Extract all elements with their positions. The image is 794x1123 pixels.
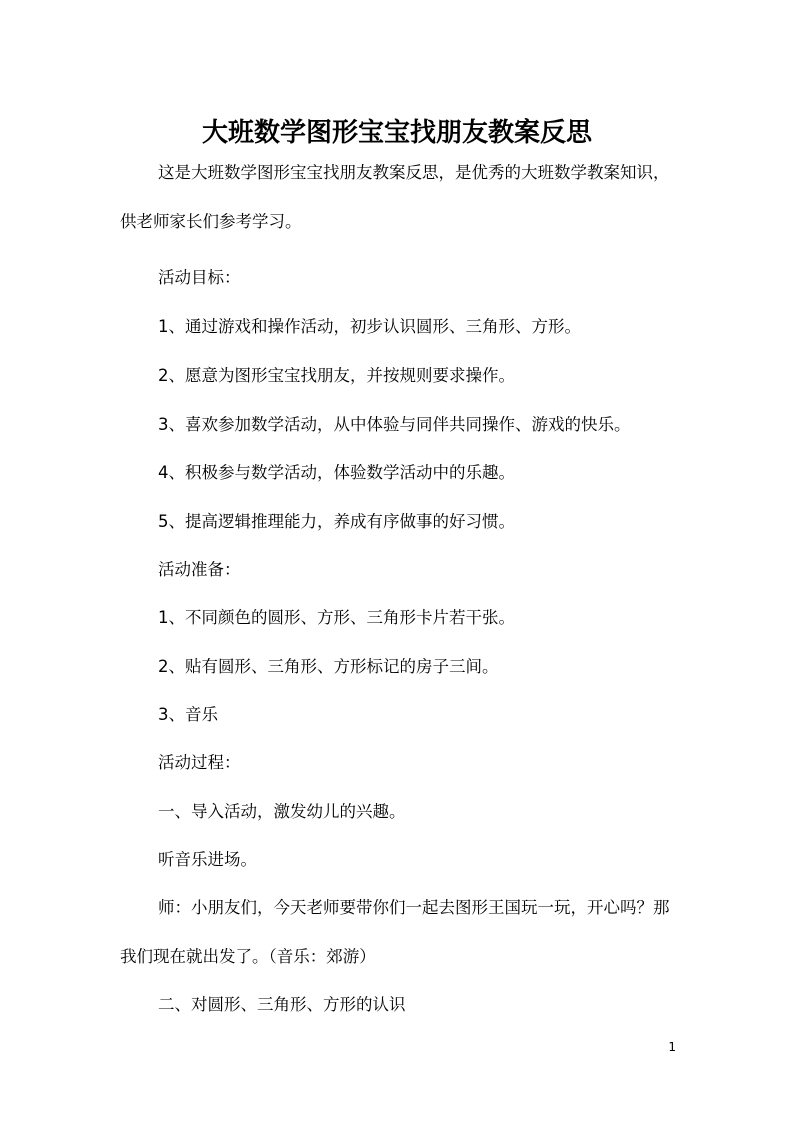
objective-item: 1、通过游戏和操作活动，初步认识圆形、三角形、方形。 (158, 317, 581, 336)
document-title: 大班数学图形宝宝找朋友教案反思 (201, 118, 592, 149)
process-step: 一、导入活动，激发幼儿的兴趣。 (158, 802, 406, 821)
objective-item: 2、愿意为图形宝宝找朋友，并按规则要求操作。 (158, 366, 515, 385)
page-number: 1 (668, 1040, 676, 1054)
preparation-item: 3、音乐 (158, 705, 218, 724)
objective-item: 4、积极参与数学活动，体验数学活动中的乐趣。 (158, 463, 515, 482)
objectives-heading: 活动目标： (158, 268, 241, 287)
preparation-item: 2、贴有圆形、三角形、方形标记的房子三间。 (158, 657, 499, 676)
process-step: 听音乐进场。 (158, 850, 257, 869)
process-heading: 活动过程： (158, 753, 241, 772)
process-step: 师：小朋友们，今天老师要带你们一起去图形王国玩一玩，开心吗？那我们现在就出发了。（音乐：郊游） (120, 898, 670, 966)
preparation-heading: 活动准备： (158, 560, 241, 579)
process-step: 二、对圆形、三角形、方形的认识 (158, 995, 406, 1014)
intro-paragraph: 这是大班数学图形宝宝找朋友教案反思，是优秀的大班数学教案知识，供老师家长们参考学习。 (120, 163, 670, 231)
preparation-item: 1、不同颜色的圆形、方形、三角形卡片若干张。 (158, 608, 515, 627)
objective-item: 5、提高逻辑推理能力，养成有序做事的好习惯。 (158, 512, 515, 531)
objective-item: 3、喜欢参加数学活动，从中体验与同伴共同操作、游戏的快乐。 (158, 415, 631, 434)
